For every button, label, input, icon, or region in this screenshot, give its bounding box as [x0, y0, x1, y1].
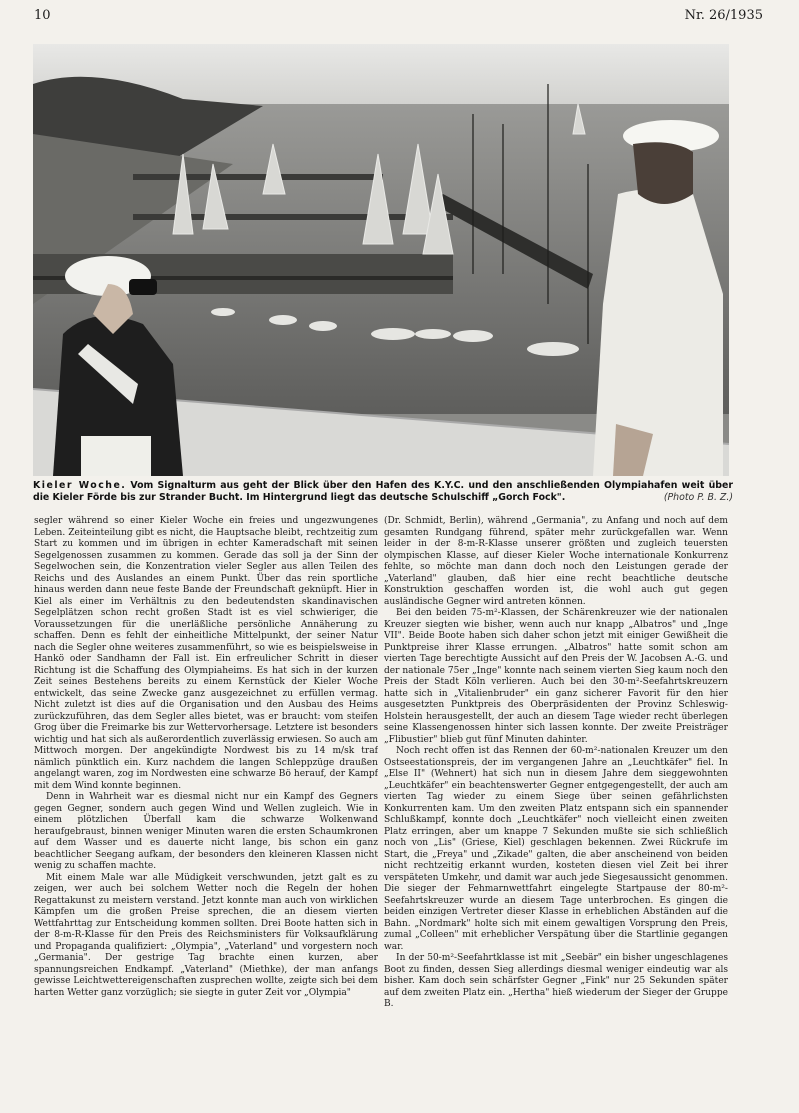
photo-credit: (Photo P. B. Z.)	[663, 492, 733, 503]
paragraph: segler während so einer Kieler Woche ein freies und ungezwungenes Leben. Zeiteinteilung gibt es nicht, die Hauptsache bleibt, rechtzeitig zum Start zu kommen und im übrigen in echter Kameradschaft mit seinen Segelgenossen zusammen zu kommen. Gerade das soll ja der Sinn der Segelwochen sein, die Konzentration vieler Segler aus allen Teilen des Reichs und des Auslandes an einem Punkt. Über das rein sportliche hinaus werden dann neue feste Bande der Freundschaft geknüpft. Hier in Kiel als einer im Verhältnis zu den bedeutendsten skandinavischen Segelplätzen schon recht großen Stadt ist es viel schwieriger, die Voraussetzungen für die unerläßliche persönliche Annäherung zu schaffen. Denn es fehlt der einheitliche Mittelpunkt, der seiner Natur nach die Segler ohne weiteres zusammenführt, so wie es beispielsweise in Hankö oder Sandhamn der Fall ist. Ein erfreulicher Schritt in dieser Richtung ist die Schaffung des Olympiaheims. Es hat sich in der kurzen Zeit seines Bestehens bereits zu einem Kernstück der Kieler Woche entwickelt, das seine Zwecke ganz ausgezeichnet zu erfüllen vermag. Nicht zuletzt ist dies auf die Organisation und den Ausbau des Heims zurückzuführen, das dem Segler alles bietet, was er braucht: vom steifen Grog über die Freimarke bis zur Wettervorhersage. Letztere ist besonders wichtig und hat sich als außerordentlich zuverlässig erwiesen. So auch am Mittwoch morgen. Der angekündigte Nordwest bis zu 14 m/sk traf nämlich pünktlich ein. Kurz nachdem die langen Schleppzüge draußen angelangt waren, zog im Nordwesten eine schwarze Bö herauf, der Kampf mit dem Wind konnte beginnen.	[34, 516, 378, 791]
page-number: 10	[34, 8, 51, 23]
article-column-right	[384, 516, 728, 1076]
photo-caption	[33, 480, 733, 504]
paragraph: In der 50-m²-Seefahrtklasse ist mit „Seebär" ein bisher ungeschlagenes Boot zu finden, dessen Sieg allerdings diesmal weniger eindeutig war als bisher. Kam doch sein schärfster Gegner „Fink" nur 25 Sekunden später auf dem zweiten Platz ein. „Hertha" hieß wiederum der Sieger der Gruppe B.	[384, 953, 728, 1009]
paragraph: Denn in Wahrheit war es diesmal nicht nur ein Kampf des Gegners gegen Gegner, sondern auch gegen Wind und Wellen zugleich. Wie in einem plötzlichen Überfall kam die schwarze Wolkenwand heraufgebraust, binnen weniger Minuten waren die ersten Schaumkronen auf dem Wasser und es dauerte nicht lange, bis schon ein ganz beachtlicher Seegang aufkam, der besonders den kleineren Klassen nicht wenig zu schaffen machte.	[34, 792, 378, 871]
article-column-left	[34, 516, 378, 1076]
paragraph: Mit einem Male war alle Müdigkeit verschwunden, jetzt galt es zu zeigen, wer auch bei solchem Wetter noch die Regeln der hohen Regattakunst zu meistern verstand. Jetzt konnte man auch von wirklichen Kämpfen um die großen Preise sprechen, die an diesem vierten Wettfahrttag zur Entscheidung kommen sollten. Drei Boote hatten sich in der 8-m-R-Klasse für den Preis des Reichsministers für Volksaufklärung und Propaganda qualifiziert: „Olympia", „Vaterland" und vorgestern noch „Germania". Der gestrige Tag brachte einen kurzen, aber spannungsreichen Endkampf. „Vaterland" (Miethke), der man anfangs gewisse Leichtwettereigenschaften zusprechen wollte, zeigte sich bei dem harten Wetter ganz vorzüglich; sie siegte in guter Zeit vor „Olympia"	[34, 872, 378, 998]
caption-text: Vom Signalturm aus geht der Blick über den Hafen des K.Y.C. und den anschließenden Olympiahafen weit über die Kieler Förde bis zur Strander Bucht. Im Hintergrund liegt das deutsche Schulschiff „Gorch Fock".	[33, 480, 733, 503]
harbor-photograph	[33, 44, 729, 476]
paragraph: Noch recht offen ist das Rennen der 60-m²-nationalen Kreuzer um den Ostseestationspreis, der im vergangenen Jahre an „Leuchtkäfer" fiel. In „Else II" (Wehnert) hat sich nun in diesem Jahre dem sieggewohnten „Leuchtkäfer" ein beachtenswerter Gegner entgegengestellt, der auch am vierten Tag wieder zu einem Siege über seinen gefährlichsten Konkurrenten kam. Um den zweiten Platz entspann sich ein spannender Schlußkampf, konnte doch „Leuchtkäfer" noch vielleicht einen zweiten Platz erringen, aber um knappe 7 Sekunden mußte sie sich schließlich noch von „Lis" (Griese, Kiel) geschlagen bekennen. Zwei Rückrufe im Start, die „Freya" und „Zikade" galten, die aber anscheinend von beiden nicht rechtzeitig erkannt wurden, kosteten diesen viel Zeit bei ihrer verspäteten Umkehr, und damit war auch jede Siegesaussicht genommen. Die sieger der Fehmarnwettfahrt eingelegte Startpause der 80-m²-Seefahrtskreuzer wurde an diesem Tage unterbrochen. Es gingen die beiden einzigen Vertreter dieser Klasse in erheblichen Abständen auf die Bahn. „Nordmark" holte sich mit einem gewaltigen Vorsprung den Preis, zumal „Colleen" mit erheblicher Verspätung über die Startlinie gegangen war.	[384, 746, 728, 952]
paragraph: Bei den beiden 75-m²-Klassen, der Schärenkreuzer wie der nationalen Kreuzer siegten wie bisher, wenn auch nur knapp „Albatros" und „Inge VII". Beide Boote haben sich daher schon jetzt mit einiger Gewißheit die Punktpreise ihrer Klasse errungen. „Albatros" hatte somit schon am vierten Tage berechtigte Aussicht auf den Preis der W. Jacobsen A.-G. und der nationale 75er „Inge" konnte nach seinem vierten Sieg kaum noch den Preis der Stadt Köln verlieren. Auch bei den 30-m²-Seefahrtskreuzern hatte sich in „Vitalienbruder" ein ganz sicherer Favorit für den hier ausgesetzten Punktpreis des Oberpräsidenten der Provinz Schleswig-Holstein herausgestellt, der auch an diesem Tage wieder recht überlegen seine Klassengenossen hinter sich lassen konnte. Der zweite Preisträger „Flibustier" blieb gut fünf Minuten dahinter.	[384, 608, 728, 745]
paragraph: (Dr. Schmidt, Berlin), während „Germania", zu Anfang und noch auf dem gesamten Rundgang führend, später mehr zurückgefallen war. Wenn leider in der 8-m-R-Klasse unserer größten und zugleich teuersten olympischen Klasse, auf dieser Kieler Woche internationale Konkurrenz fehlte, so möchte man dann doch noch den Leistungen gerade der „Vaterland" glauben, daß hier eine recht beachtliche deutsche Konstruktion geschaffen worden ist, die wohl auch gut gegen ausländische Gegner wird antreten können.	[384, 516, 728, 607]
caption-lead: Kieler Woche.	[33, 480, 127, 491]
issue-number: Nr. 26/1935	[684, 8, 763, 23]
